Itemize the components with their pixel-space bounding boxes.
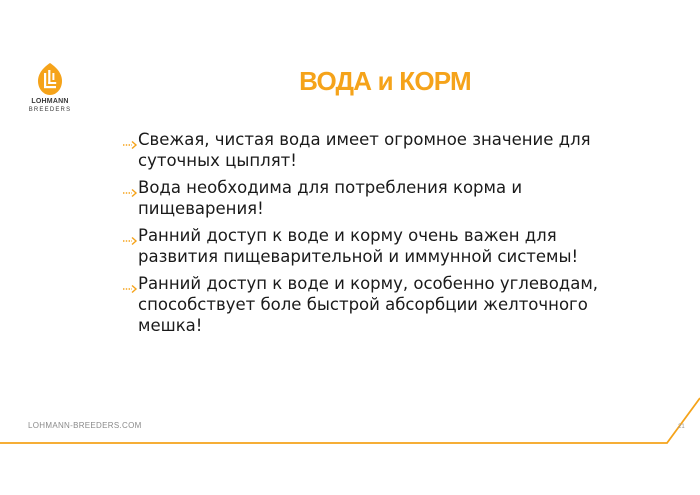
lohmann-logo-icon xyxy=(37,62,63,96)
bullet-item xyxy=(121,129,661,171)
bullet-line: развития пищеварительной и иммунной системы! xyxy=(138,247,579,266)
bullet-line: мешка! xyxy=(138,316,203,335)
bullet-line: суточных цыплят! xyxy=(138,151,297,170)
bullet-line: Ранний доступ к воде и корму очень важен для xyxy=(138,226,557,245)
bullet-line: пищеварения! xyxy=(138,199,264,218)
page-number: 21 xyxy=(678,424,685,430)
bullet-line: способствует боле быстрой абсорбции желточного xyxy=(138,295,588,314)
bullet-line: Ранний доступ к воде и корму, особенно углеводам, xyxy=(138,274,599,293)
bullet-line: Свежая, чистая вода имеет огромное значение для xyxy=(138,130,591,149)
bullet-list xyxy=(121,129,661,342)
bullet-item xyxy=(121,225,661,267)
dotted-arrow-icon xyxy=(123,278,139,299)
bullet-line: Вода необходима для потребления корма и xyxy=(138,178,523,197)
bullet-item xyxy=(121,177,661,219)
logo-name-line2: BREEDERS xyxy=(28,107,72,113)
dotted-arrow-icon xyxy=(123,182,139,203)
dotted-arrow-icon xyxy=(123,134,139,155)
footer-website: LOHMANN-BREEDERS.COM xyxy=(28,421,142,430)
logo-name-line1: LOHMANN xyxy=(31,98,69,105)
slide-title: ВОДА и КОРМ xyxy=(299,66,471,96)
lohmann-logo xyxy=(28,62,72,122)
dotted-arrow-icon xyxy=(123,230,139,251)
bullet-item xyxy=(121,273,661,336)
